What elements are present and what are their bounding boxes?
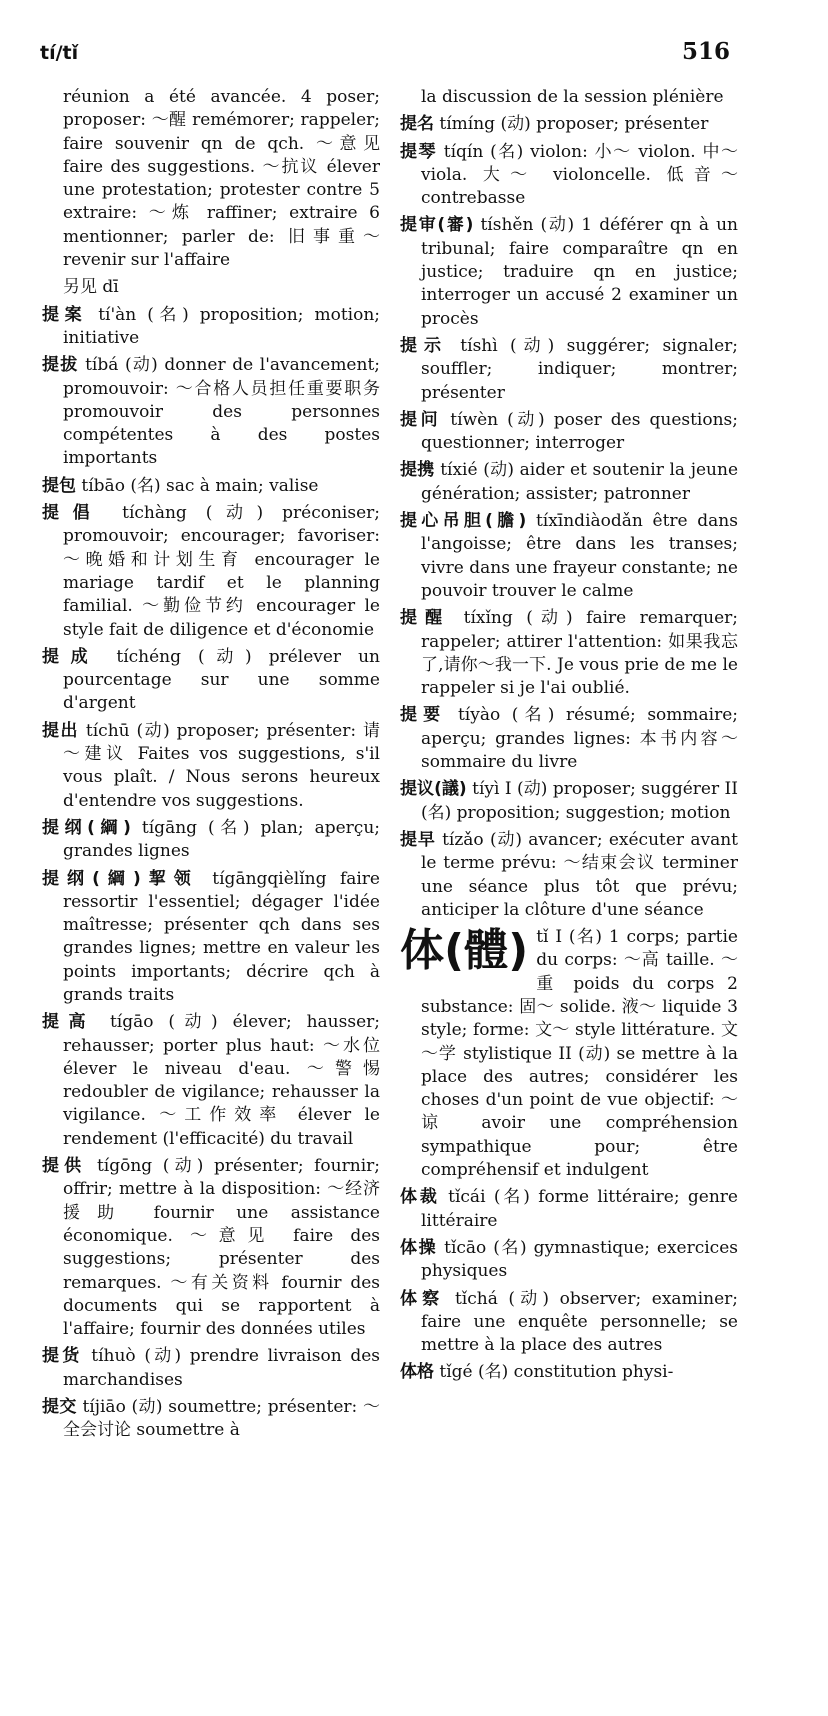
entry-definition: tíyào (名) résumé; sommaire; aperçu; grandes lignes: 本书内容～ sommaire du livre: [421, 705, 739, 773]
entry-definition: tíqín (名) violon: 小～ violon. 中～ viola. 大～ violoncelle. 低音～ contrebasse: [421, 141, 738, 209]
right-column: [400, 86, 738, 1389]
entry-definition: tíchéng (动) prélever un pourcentage sur une somme d'argent: [63, 646, 381, 714]
dictionary-entry: [42, 354, 380, 470]
dictionary-entry: [42, 720, 380, 813]
entry-headword: 提交: [42, 1397, 77, 1418]
entry-headword: 提纲(綱)挈领: [42, 868, 199, 889]
dictionary-entry: [42, 475, 380, 498]
entry-headword: 提案: [42, 304, 88, 325]
entry-headword: 体(體): [400, 925, 529, 977]
dictionary-entry: [400, 926, 738, 1182]
entry-definition: tíshì (动) suggérer; signaler; souffler; indiquer; montrer; présenter: [421, 335, 739, 403]
entry-definition: tígāngqièlǐng faire ressortir l'essentiel; dégager l'idée maîtresse; présenter qch dans ses grandes lignes; mettre en valeur les points importants; décrire qch à grands traits: [63, 868, 380, 1005]
entry-definition: tíbá (动) donner de l'avancement; promouvoir: ～合格人员担任重要职务 promouvoir des personnes compétentes à des postes importants: [63, 355, 381, 469]
entry-definition: tí'àn (名) proposition; motion; initiative: [63, 304, 380, 348]
dictionary-entry: [400, 510, 738, 603]
dictionary-entry: [400, 1361, 738, 1384]
page-header: [40, 34, 750, 70]
dictionary-entry: [400, 1186, 738, 1233]
dictionary-entry: [400, 409, 738, 456]
entry-headword: 体察: [400, 1288, 445, 1309]
entry-definition: tíxié (动) aider et soutenir la jeune génération; assister; patronner: [421, 460, 739, 504]
entry-headword: 提示: [400, 335, 448, 356]
dictionary-entry: [400, 214, 738, 330]
entry-definition: tíwèn (动) poser des questions; questionner; interroger: [421, 409, 739, 454]
entry-headword: 提要: [400, 705, 447, 726]
entry-definition: tíxǐng (动) faire remarquer; rappeler; attirer l'attention: 如果我忘了,请你～我一下. Je vous prie de me le rappeler si je l'ai oublié.: [421, 608, 738, 699]
dictionary-entry: [42, 502, 380, 642]
entry-definition: tíhuò (动) prendre livraison des marchandises: [63, 1346, 381, 1390]
entry-definition: tígōng (动) présenter; fournir; offrir; mettre à la disposition: ～经济援助 fournir une assistance économique. ～意见 faire des suggestions; présenter des remarques. ～有关资料 fournir des documents qui se rapportent à l'affaire; fournir des données utiles: [63, 1156, 380, 1340]
entry-definition: tǐ I (名) 1 corps; partie du corps: ～高 taille. ～重 poids du corps 2 substance: 固～ solide. 液～ liquide 3 style; forme: 文～ style littérature. 文～学 stylistique II (动) se mettre à la place des autres; considérer les choses d'un point de vue objectif: ～谅 avoir une compréhension sympathique pour; être compréhensif et indulgent: [421, 927, 738, 1181]
entry-definition: tímíng (动) proposer; présenter: [434, 114, 709, 135]
entry-definition: tǐcái (名) forme littéraire; genre littéraire: [421, 1187, 738, 1231]
entry-definition: tígāng (名) plan; aperçu; grandes lignes: [63, 817, 381, 862]
entry-definition: tíchàng (动) préconiser; promouvoir; encourager; favoriser: ～晚婚和计划生育 encourager le mariage tardif et le planning familial. ～勤俭节约 encourager le style fait de diligence et d'économie: [63, 503, 381, 640]
entry-headword: 提心吊胆(膽): [400, 511, 527, 532]
dictionary-entry: [42, 1155, 380, 1341]
dictionary-entry: [400, 1288, 738, 1358]
entry-headword: 提议(議): [400, 779, 467, 800]
entry-definition: tíxīndiàodǎn être dans l'angoisse; être dans les transes; vivre dans une frayeur constante; ne pouvoir trouver le calme: [421, 511, 738, 601]
entry-headword: 提名: [400, 114, 434, 135]
entry-definition: tíjiāo (动) soumettre; présenter: ～全会讨论 soumettre à: [63, 1397, 380, 1441]
dictionary-entry: [400, 704, 738, 774]
entry-headword: 提拔: [42, 355, 79, 376]
entry-headword: 提携: [400, 460, 435, 481]
dictionary-entry: [400, 1237, 738, 1284]
entry-headword: 体裁: [400, 1187, 440, 1208]
entry-headword: 提供: [42, 1156, 87, 1177]
entry-headword: 提包: [42, 475, 76, 496]
dictionary-entry: [400, 829, 738, 922]
entry-definition: tígāo (动) élever; hausser; rehausser; porter plus haut: ～水位 élever le niveau d'eau. ～警惕 redoubler de vigilance; rehausser la vigilance. ～工作效率 élever le rendement (l'efficacité) du travail: [63, 1012, 380, 1149]
entry-headword: 提早: [400, 829, 436, 850]
dictionary-entry: [42, 1396, 380, 1443]
entry-headword: 提醒: [400, 608, 451, 629]
entry-headword: 提倡: [42, 503, 104, 524]
running-head: tí/tǐ: [40, 42, 79, 64]
entry-continuation: la discussion de la session plénière: [421, 87, 724, 107]
dictionary-entry: [400, 778, 738, 825]
entry-headword: 提出: [42, 720, 79, 741]
dictionary-entry: [42, 1345, 380, 1392]
dictionary-entry: [42, 304, 380, 351]
entry-definition: tíbāo (名) sac à main; valise: [76, 475, 319, 496]
left-column: [42, 86, 380, 1447]
dictionary-entry: [400, 113, 738, 136]
cross-reference: 另见 dī: [63, 277, 119, 298]
entry-headword: 提成: [42, 646, 100, 667]
entry-headword: 体格: [400, 1362, 434, 1383]
entry-definition: tízǎo (动) avancer; exécuter avant le terme prévu: ～结束会议 terminer une séance plus tôt que prévu; anticiper la clôture d'une séance: [421, 829, 738, 920]
page-number: 516: [681, 38, 730, 65]
entry-definition: tíshěn (动) 1 déférer qn à un tribunal; faire comparaître qn en justice; traduire qn en justice; interroger un accusé 2 examiner un procès: [421, 215, 738, 329]
entry-headword: 提货: [42, 1346, 83, 1367]
entry-headword: 提高: [42, 1012, 96, 1033]
entry-headword: 提问: [400, 409, 442, 430]
entry-definition: tǐchá (动) observer; examiner; faire une enquête personnelle; se mettre à la place des autres: [421, 1288, 738, 1356]
dictionary-entry: [42, 817, 380, 864]
dictionary-entry: [400, 607, 738, 700]
entry-headword: 提琴: [400, 141, 437, 162]
dictionary-entry: [400, 141, 738, 211]
dictionary-entry: [42, 1011, 380, 1151]
entry-definition: tǐcāo (名) gymnastique; exercices physiques: [421, 1237, 738, 1282]
entry-headword: 提审(審): [400, 215, 474, 236]
entry-definition: tǐgé (名) constitution physi-: [434, 1362, 674, 1383]
entry-definition: tíchū (动) proposer; présenter: 请～建议 Faites vos suggestions, s'il vous plaît. / Nous serons heureux d'entendre vos suggestions.: [63, 720, 380, 811]
dictionary-entry: [42, 868, 380, 1008]
entry-headword: 体操: [400, 1237, 438, 1258]
dictionary-entry: [400, 459, 738, 506]
entry-definition: tíyì I (动) proposer; suggérer II (名) proposition; suggestion; motion: [421, 779, 738, 823]
entry-continuation: réunion a été avancée. 4 poser; proposer: ～醒 remémorer; rappeler; faire souvenir qn de qch. ～意见 faire des suggestions. ～抗议 élever une protestation; protester contre 5 extraire: ～炼 raffiner; extraire 6 mentionner; parler de: 旧事重～ revenir sur l'affaire: [63, 87, 380, 271]
entry-headword: 提纲(綱): [42, 817, 131, 838]
dictionary-entry: [42, 646, 380, 716]
dictionary-entry: [400, 335, 738, 405]
